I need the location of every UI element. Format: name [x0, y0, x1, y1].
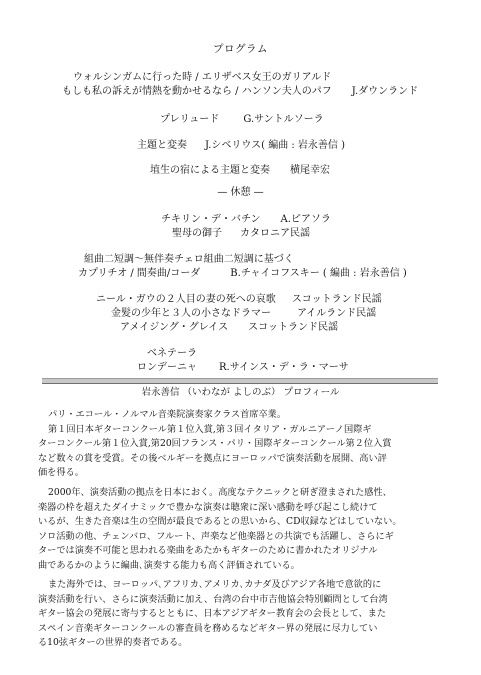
profile-heading: 岩永善信 （いわなが よしのぶ） プロフィール [141, 387, 340, 398]
paragraph-line: 演奏活動を行い、さらに演奏活動に加え、台湾の台中市吉他協会特別顧問として台湾 [38, 593, 388, 605]
program-line [78, 268, 407, 280]
composer: A.ピアソラ [280, 214, 331, 225]
composer: J.シベリウス( 編曲 : 岩永善信 ) [205, 140, 345, 151]
paragraph-line: ギター協会の発展に寄与するとともに、日本アジアギター教育会の会長として、また [38, 608, 387, 620]
piece-title: プレリュード [160, 114, 220, 125]
piece-title: チキリン・デ・バチン [161, 214, 261, 225]
piece-title: 埴生の宿による主題と変奏 [150, 165, 270, 176]
paragraph-line: 第１回日本ギターコンクール第１位入賞,第３回イタリア・ガルニアーノ国際ギ [48, 423, 372, 435]
piece-title: カプリチオ / 間奏曲/コーダ [78, 268, 201, 279]
piece-title: 聖母の御子 [172, 228, 222, 239]
paragraph-line: ターコンクール第１位入賞,第20回フランス・パリ・国際ギターコンクール第２位入賞 [38, 438, 392, 450]
paragraph-line: 曲であるかのように編曲､演奏する能力も高く評価されている。 [38, 559, 300, 571]
profile-paragraph [38, 578, 446, 651]
program-line [111, 308, 376, 320]
composer: アイルランド民謡 [297, 308, 377, 319]
program-line [150, 165, 330, 177]
program-line [147, 348, 197, 360]
profile-paragraph [38, 486, 446, 574]
piece-title: 組曲二短調～無伴奏チェロ組曲二短調に基づく [84, 254, 294, 265]
paragraph-line: 楽器の枠を超えたダイナミックで豊かな演奏は聴衆に深い感動を呼び起こし続けて [38, 501, 378, 513]
piece-title: もしも私の訴えが情熱を動かせるなら / ハンソン夫人のパフ [62, 86, 332, 97]
section-divider [42, 378, 438, 384]
piece-title: ニール・ガウの２人目の妻の死への哀歌 [96, 294, 276, 305]
paragraph-line: 価を得る。 [38, 467, 84, 479]
program-line [137, 140, 345, 152]
paragraph-line: スペイン音楽ギターコンクールの審査員を務めるなどギター界の発展に尽力してい [38, 622, 378, 634]
paragraph-line: また海外では、ヨーロッパ､アフリカ､アメリカ､カナダ及びアジア各地で意欲的に [48, 579, 382, 590]
composer: R.サインス・デ・ラ・マーサ [219, 362, 349, 373]
composer: B.チャイコフスキー ( 編曲 : 岩永善信 ) [230, 268, 407, 279]
paragraph-line: ソロ活動の他、チェンバロ、フルート、声楽など他楽器との共演でも活躍し、さらにギ [38, 530, 394, 542]
composer: スコットランド民謡 [291, 294, 382, 305]
composer: G.サントルソーラ [243, 114, 324, 125]
profile-paragraph [38, 408, 446, 481]
paragraph-line: など数々の賞を受賞。その後ベルギーを拠点にヨーロッパで演奏活動を展開、高い評 [38, 452, 387, 464]
paragraph-line: る10弦ギターの世界的奏者である。 [38, 637, 188, 649]
piece-title: アメイジング・グレイス [120, 322, 229, 333]
composer: J.ダウンランド [351, 86, 419, 97]
program-line [120, 322, 338, 334]
paragraph-line: 2000年、演奏活動の拠点を日本におく。高度なテクニックと研ぎ澄まされた感性、 [48, 487, 392, 498]
composer: カタロニア民謡 [240, 228, 310, 239]
piece-title: ベネテーラ [147, 348, 197, 359]
program-line [172, 228, 310, 240]
program-title: プログラム [213, 43, 268, 55]
program-line [73, 72, 331, 84]
piece-title: ロンデーニャ [137, 362, 197, 373]
piece-title: 主題と変奏 [137, 140, 187, 151]
paragraph-line: パリ・エコール・ノルマル音楽院演奏家クラス首席卒業。 [48, 409, 287, 420]
composer: スコットランド民謡 [248, 322, 338, 333]
program-line [161, 214, 331, 226]
paragraph-line: いるが、生きた音楽は生の空間が最良であるとの思いから、CD収録などはしていない。 [38, 516, 402, 528]
paragraph-line: ターでは演奏不可能と思われる楽曲をあたかもギターのために書かれたオリジナル [38, 545, 378, 557]
composer: 横尾幸宏 [290, 165, 330, 176]
piece-title: 金髪の少年と３人の小さなドラマー [111, 308, 271, 319]
program-line [160, 114, 324, 126]
program-line [96, 294, 382, 306]
program-line [62, 86, 418, 98]
piece-title: ウォルシンガムに行った時 / エリザベス女王のガリアルド [73, 72, 332, 83]
program-line [137, 362, 349, 374]
program-line [84, 254, 294, 266]
intermission: — 休憩 — [217, 187, 264, 198]
